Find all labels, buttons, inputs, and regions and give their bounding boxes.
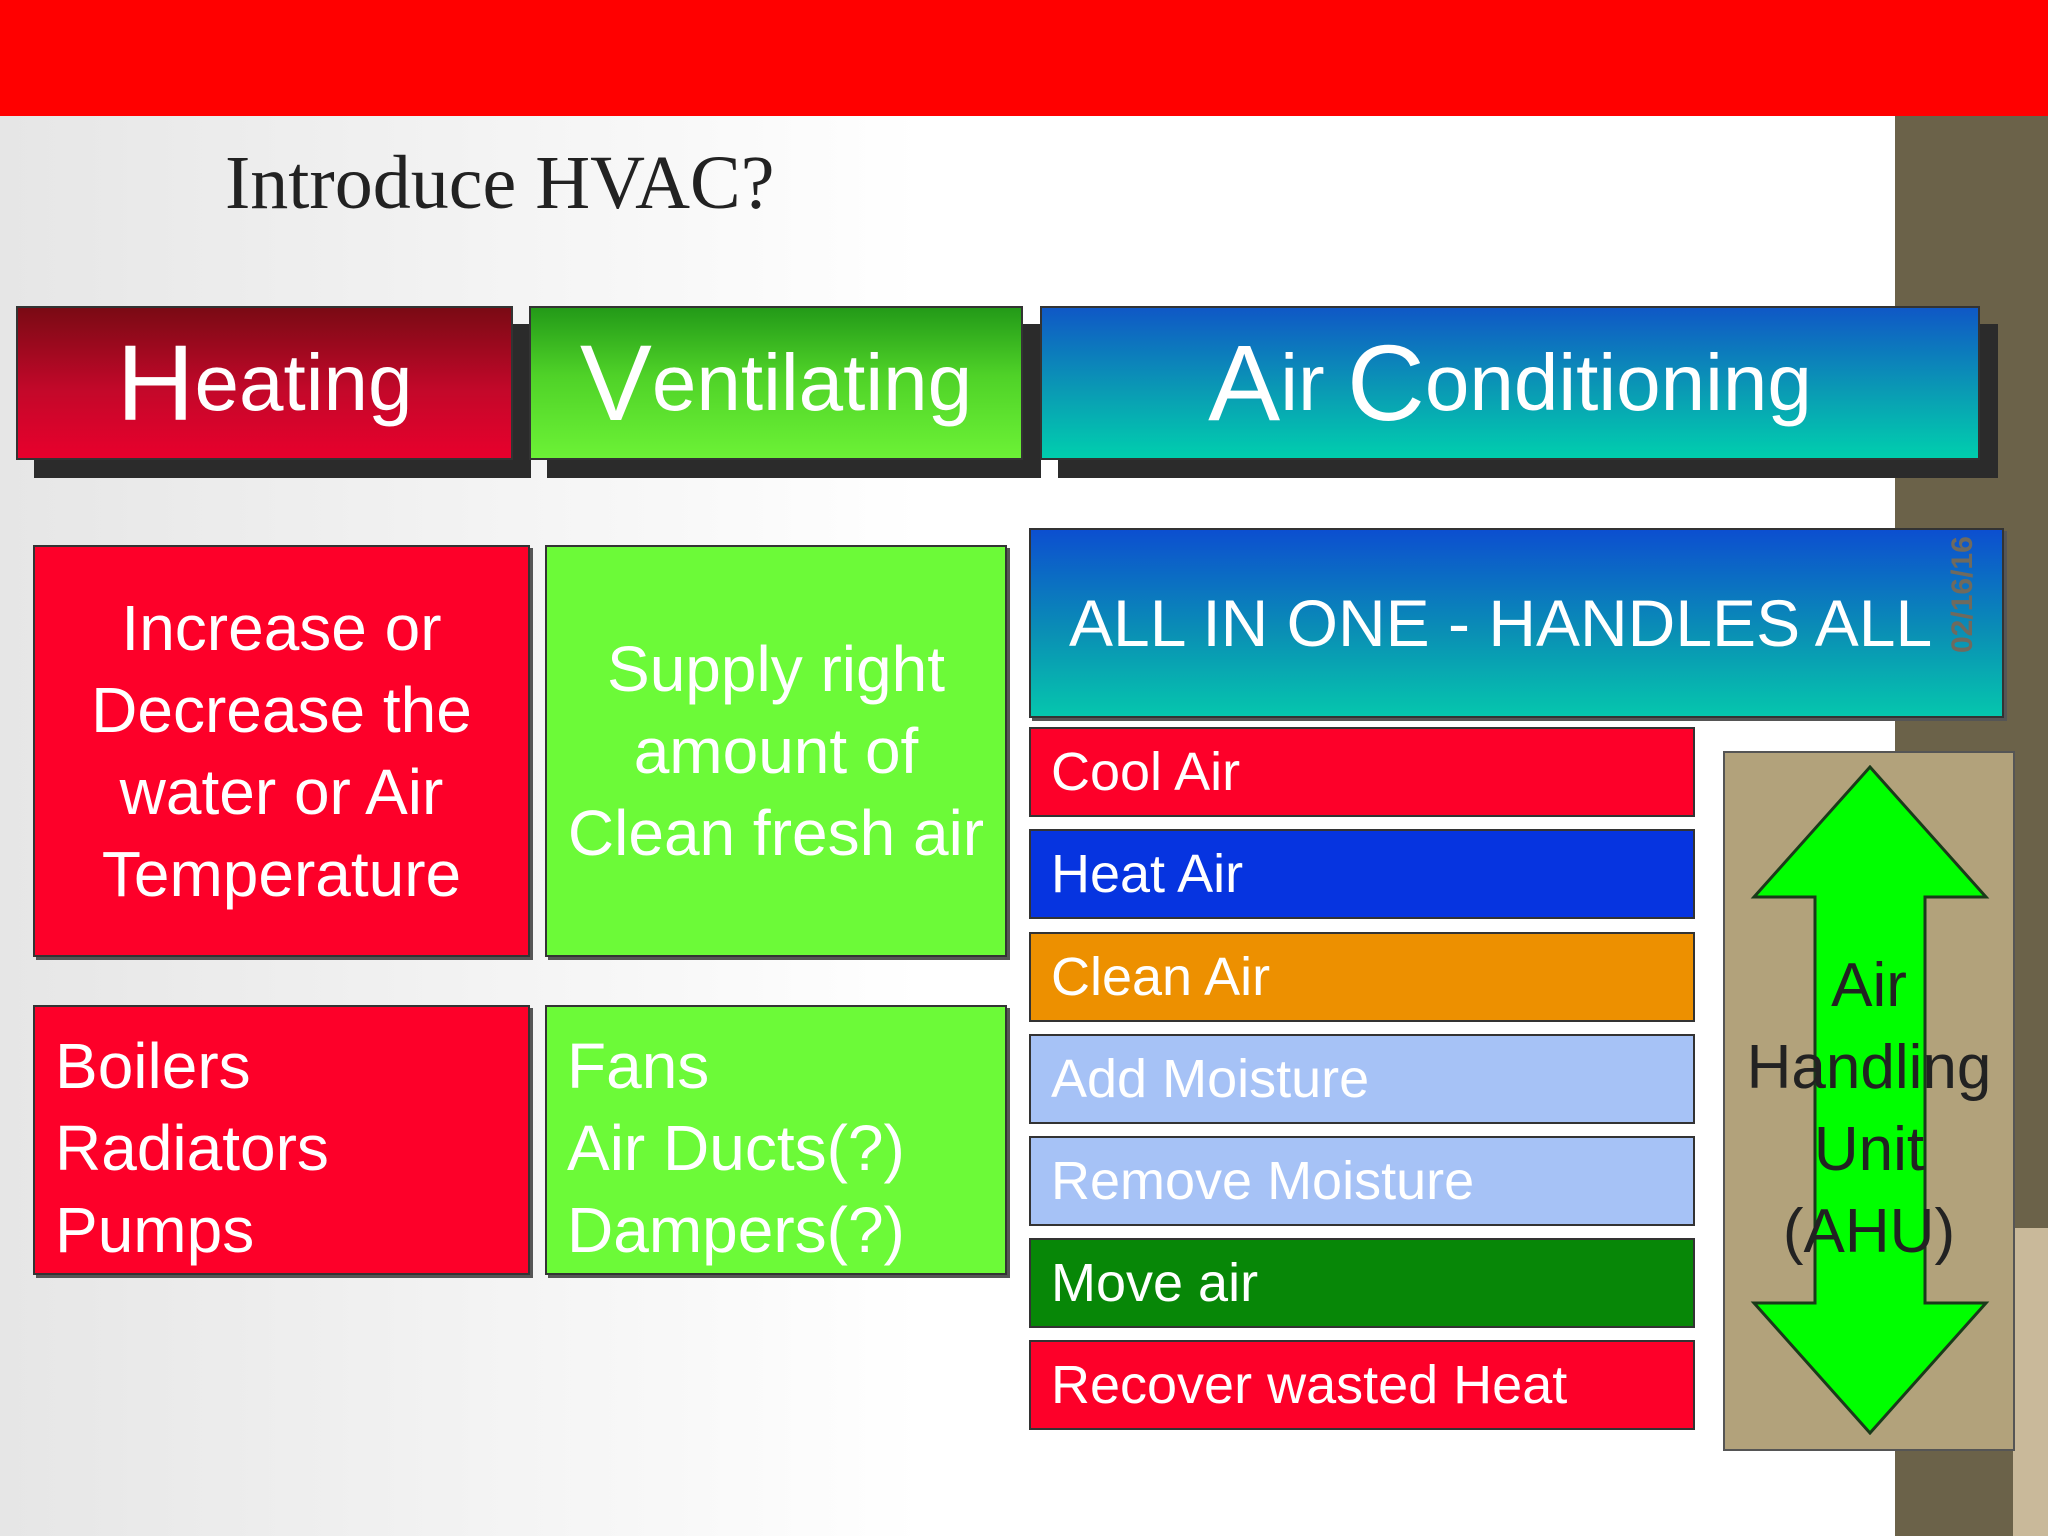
- ac-summary-box: [1029, 528, 2004, 718]
- header-air-conditioning: [1040, 306, 1980, 460]
- ac-function-remove-moisture: Remove Moisture: [1029, 1136, 1695, 1226]
- ac-function-move-air: Move air: [1029, 1238, 1695, 1328]
- header-ac-initial-c: C: [1346, 322, 1425, 443]
- header-heating-rest: eating: [194, 338, 413, 427]
- ahu-label: [1723, 945, 2015, 1273]
- side-decorative-strip-light: [2013, 1228, 2048, 1536]
- ventilating-equipment-item: Air Ducts(?): [567, 1112, 905, 1184]
- header-heating: [16, 306, 513, 460]
- heating-description-box: [33, 545, 530, 957]
- ahu-label-line: Handling: [1746, 1033, 1992, 1102]
- heating-equipment-item: Radiators: [55, 1112, 329, 1184]
- heating-description-line: Decrease the: [91, 674, 472, 746]
- ahu-label-line: Air: [1831, 951, 1907, 1020]
- ac-function-clean-air: Clean Air: [1029, 932, 1695, 1022]
- heating-description-line: Temperature: [101, 838, 462, 910]
- header-ac-rest-onditioning: onditioning: [1424, 338, 1812, 427]
- heating-equipment-box: [33, 1005, 530, 1275]
- ac-function-heat-air: Heat Air: [1029, 829, 1695, 919]
- ac-function-recover-heat: Recover wasted Heat: [1029, 1340, 1695, 1430]
- heating-equipment-item: Pumps: [55, 1194, 255, 1266]
- header-ventilating-rest: entilating: [651, 338, 973, 427]
- header-heating-initial: H: [116, 322, 195, 443]
- top-accent-bar: [0, 0, 2048, 116]
- ac-summary-text: ALL IN ONE - HANDLES ALL: [1069, 586, 1933, 660]
- header-ac-initial-a: A: [1208, 322, 1281, 443]
- slide-date: 02/16/16: [1946, 536, 1979, 654]
- header-ventilating: [529, 306, 1023, 460]
- ventilating-description-box: [545, 545, 1007, 957]
- ahu-label-line: Unit: [1813, 1115, 1925, 1184]
- header-ac-rest-ir: ir: [1280, 338, 1347, 427]
- ventilating-equipment-box: [545, 1005, 1007, 1275]
- ventilating-equipment-item: Fans: [567, 1030, 710, 1102]
- ac-function-cool-air: Cool Air: [1029, 727, 1695, 817]
- header-ventilating-initial: V: [579, 322, 652, 443]
- ventilating-description-line: Supply right: [607, 633, 945, 705]
- ahu-label-line: (AHU): [1782, 1197, 1956, 1266]
- heating-description-line: Increase or: [121, 592, 442, 664]
- heating-description-line: water or Air: [119, 756, 444, 828]
- ventilating-description-line: Clean fresh air: [567, 797, 985, 869]
- heating-equipment-item: Boilers: [55, 1030, 251, 1102]
- slide-title: Introduce HVAC?: [225, 141, 775, 225]
- ventilating-description-line: amount of: [633, 715, 919, 787]
- ventilating-equipment-item: Dampers(?): [567, 1194, 905, 1266]
- ac-function-add-moisture: Add Moisture: [1029, 1034, 1695, 1124]
